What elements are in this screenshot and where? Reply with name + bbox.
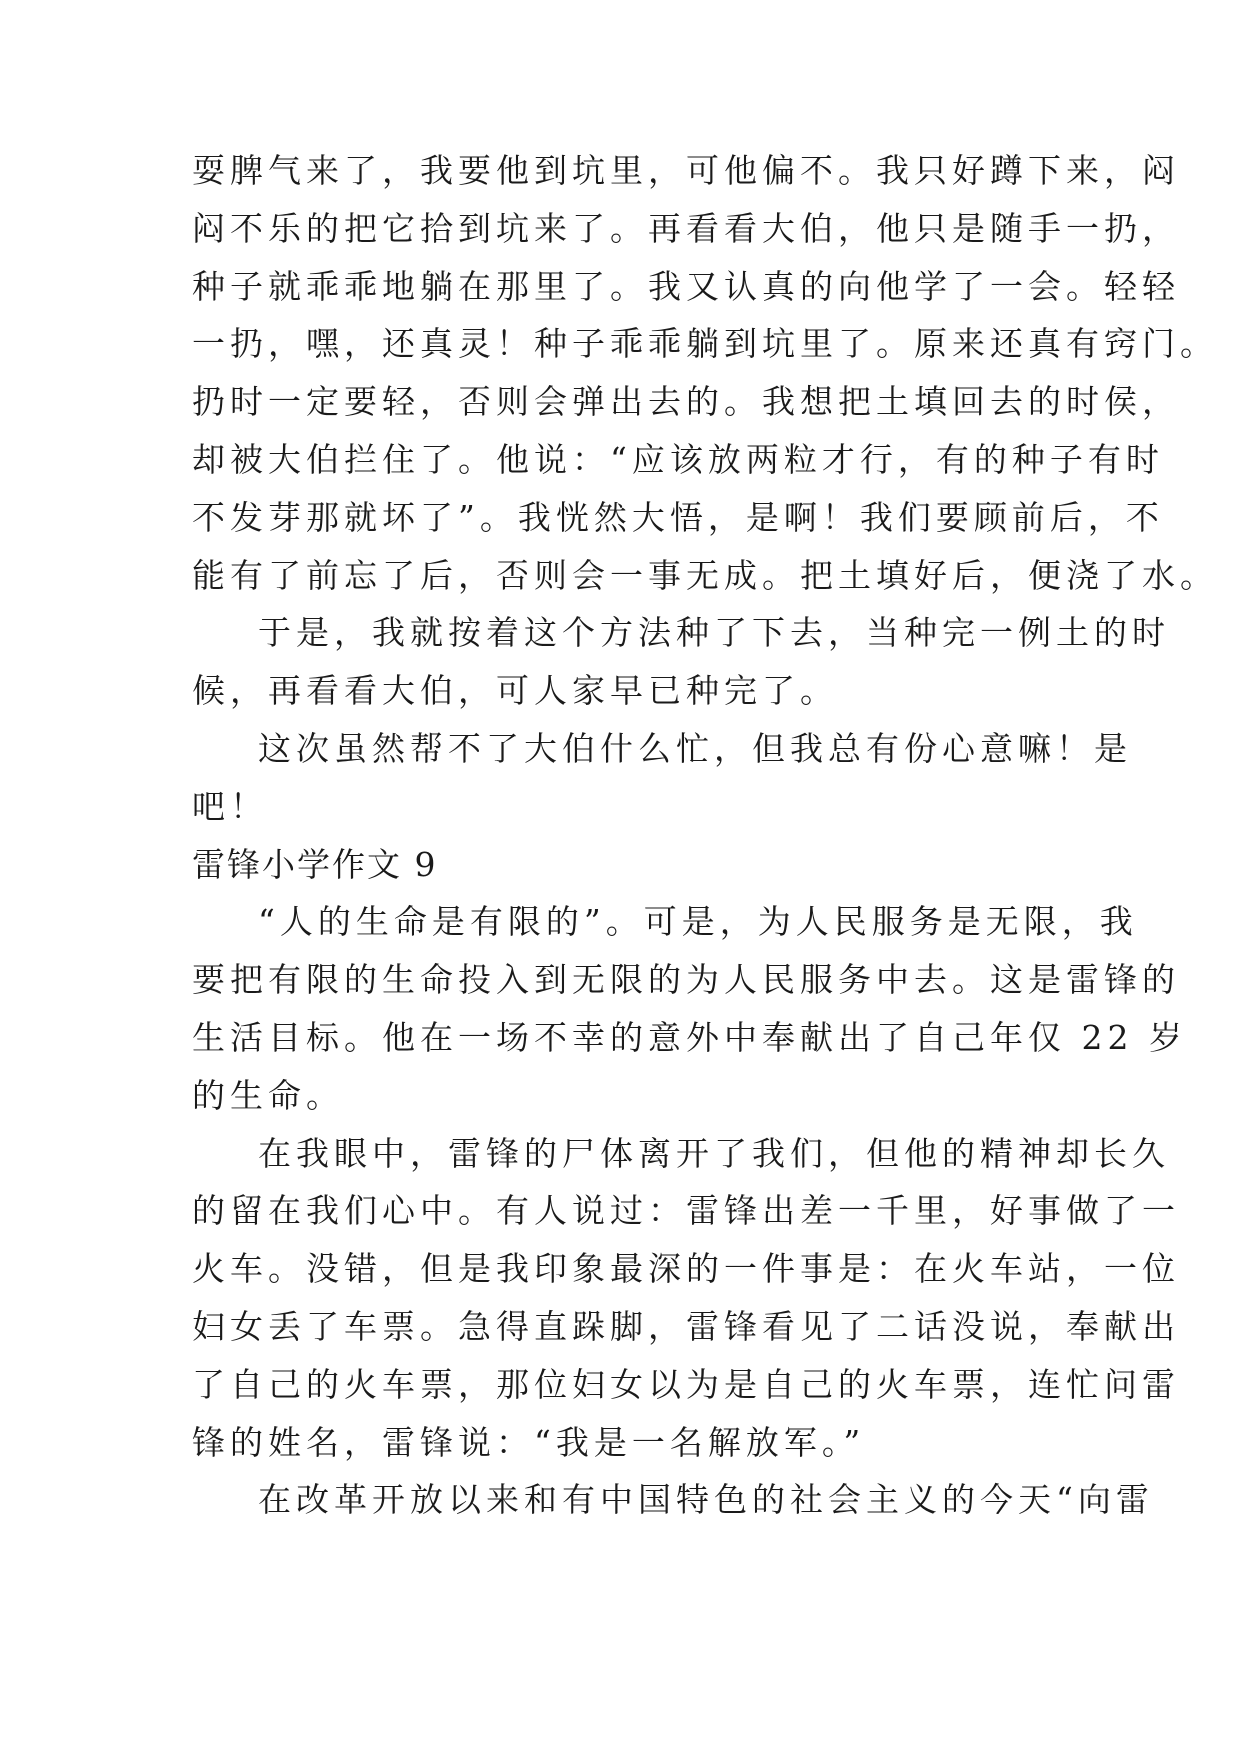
text-line: 却被大伯拦住了。他说：“应该放两粒才行，有的种子有时 [192, 439, 1164, 479]
text-line: 火车。没错，但是我印象最深的一件事是：在火车站，一位 [192, 1249, 1180, 1289]
text-line: 不发芽那就坏了”。我恍然大悟，是啊！我们要顾前后，不 [192, 497, 1164, 537]
paragraph-start-line: “人的生命是有限的”。可是，为人民服务是无限，我 [258, 902, 1138, 942]
document-body [192, 142, 1218, 1529]
text-line: 要把有限的生命投入到无限的为人民服务中去。这是雷锋的 [192, 960, 1180, 1000]
text-line: 耍脾气来了，我要他到坑里，可他偏不。我只好蹲下来，闷 [192, 151, 1180, 190]
section-heading: 雷锋小学作文 9 [192, 844, 438, 884]
text-line: 锋的姓名，雷锋说：“我是一名解放军。” [192, 1422, 866, 1462]
text-line: 能有了前忘了后，否则会一事无成。把土填好后，便浇了水。 [192, 555, 1218, 595]
text-line: 吧！ [192, 786, 268, 826]
text-line: 的留在我们心中。有人说过：雷锋出差一千里，好事做了一 [192, 1191, 1180, 1231]
text-line: 扔时一定要轻，否则会弹出去的。我想把土填回去的时侯， [192, 382, 1180, 422]
text-line: 种子就乖乖地躺在那里了。我又认真的向他学了一会。轻轻 [192, 266, 1180, 306]
text-line: 生活目标。他在一场不幸的意外中奉献出了自己年仅 22 岁 [192, 1017, 1187, 1057]
text-line: 了自己的火车票，那位妇女以为是自己的火车票，连忙问雷 [192, 1364, 1180, 1404]
paragraph-start-line: 这次虽然帮不了大伯什么忙，但我总有份心意嘛！是 [258, 728, 1132, 768]
paragraph-start-line: 在改革开放以来和有中国特色的社会主义的今天“向雷 [258, 1480, 1154, 1520]
paragraph-start-line: 在我眼中，雷锋的尸体离开了我们，但他的精神却长久 [258, 1133, 1170, 1173]
text-line: 妇女丢了车票。急得直跺脚，雷锋看见了二话没说，奉献出 [192, 1306, 1180, 1346]
paragraph-start-line: 于是，我就按着这个方法种了下去，当种完一例土的时 [258, 613, 1170, 653]
text-line: 的生命。 [192, 1075, 344, 1115]
text-line: 一扔，嘿，还真灵！种子乖乖躺到坑里了。原来还真有窍门。 [192, 324, 1218, 364]
text-line: 闷不乐的把它拾到坑来了。再看看大伯，他只是随手一扔， [192, 208, 1180, 248]
text-line: 候，再看看大伯，可人家早已种完了。 [192, 671, 838, 711]
